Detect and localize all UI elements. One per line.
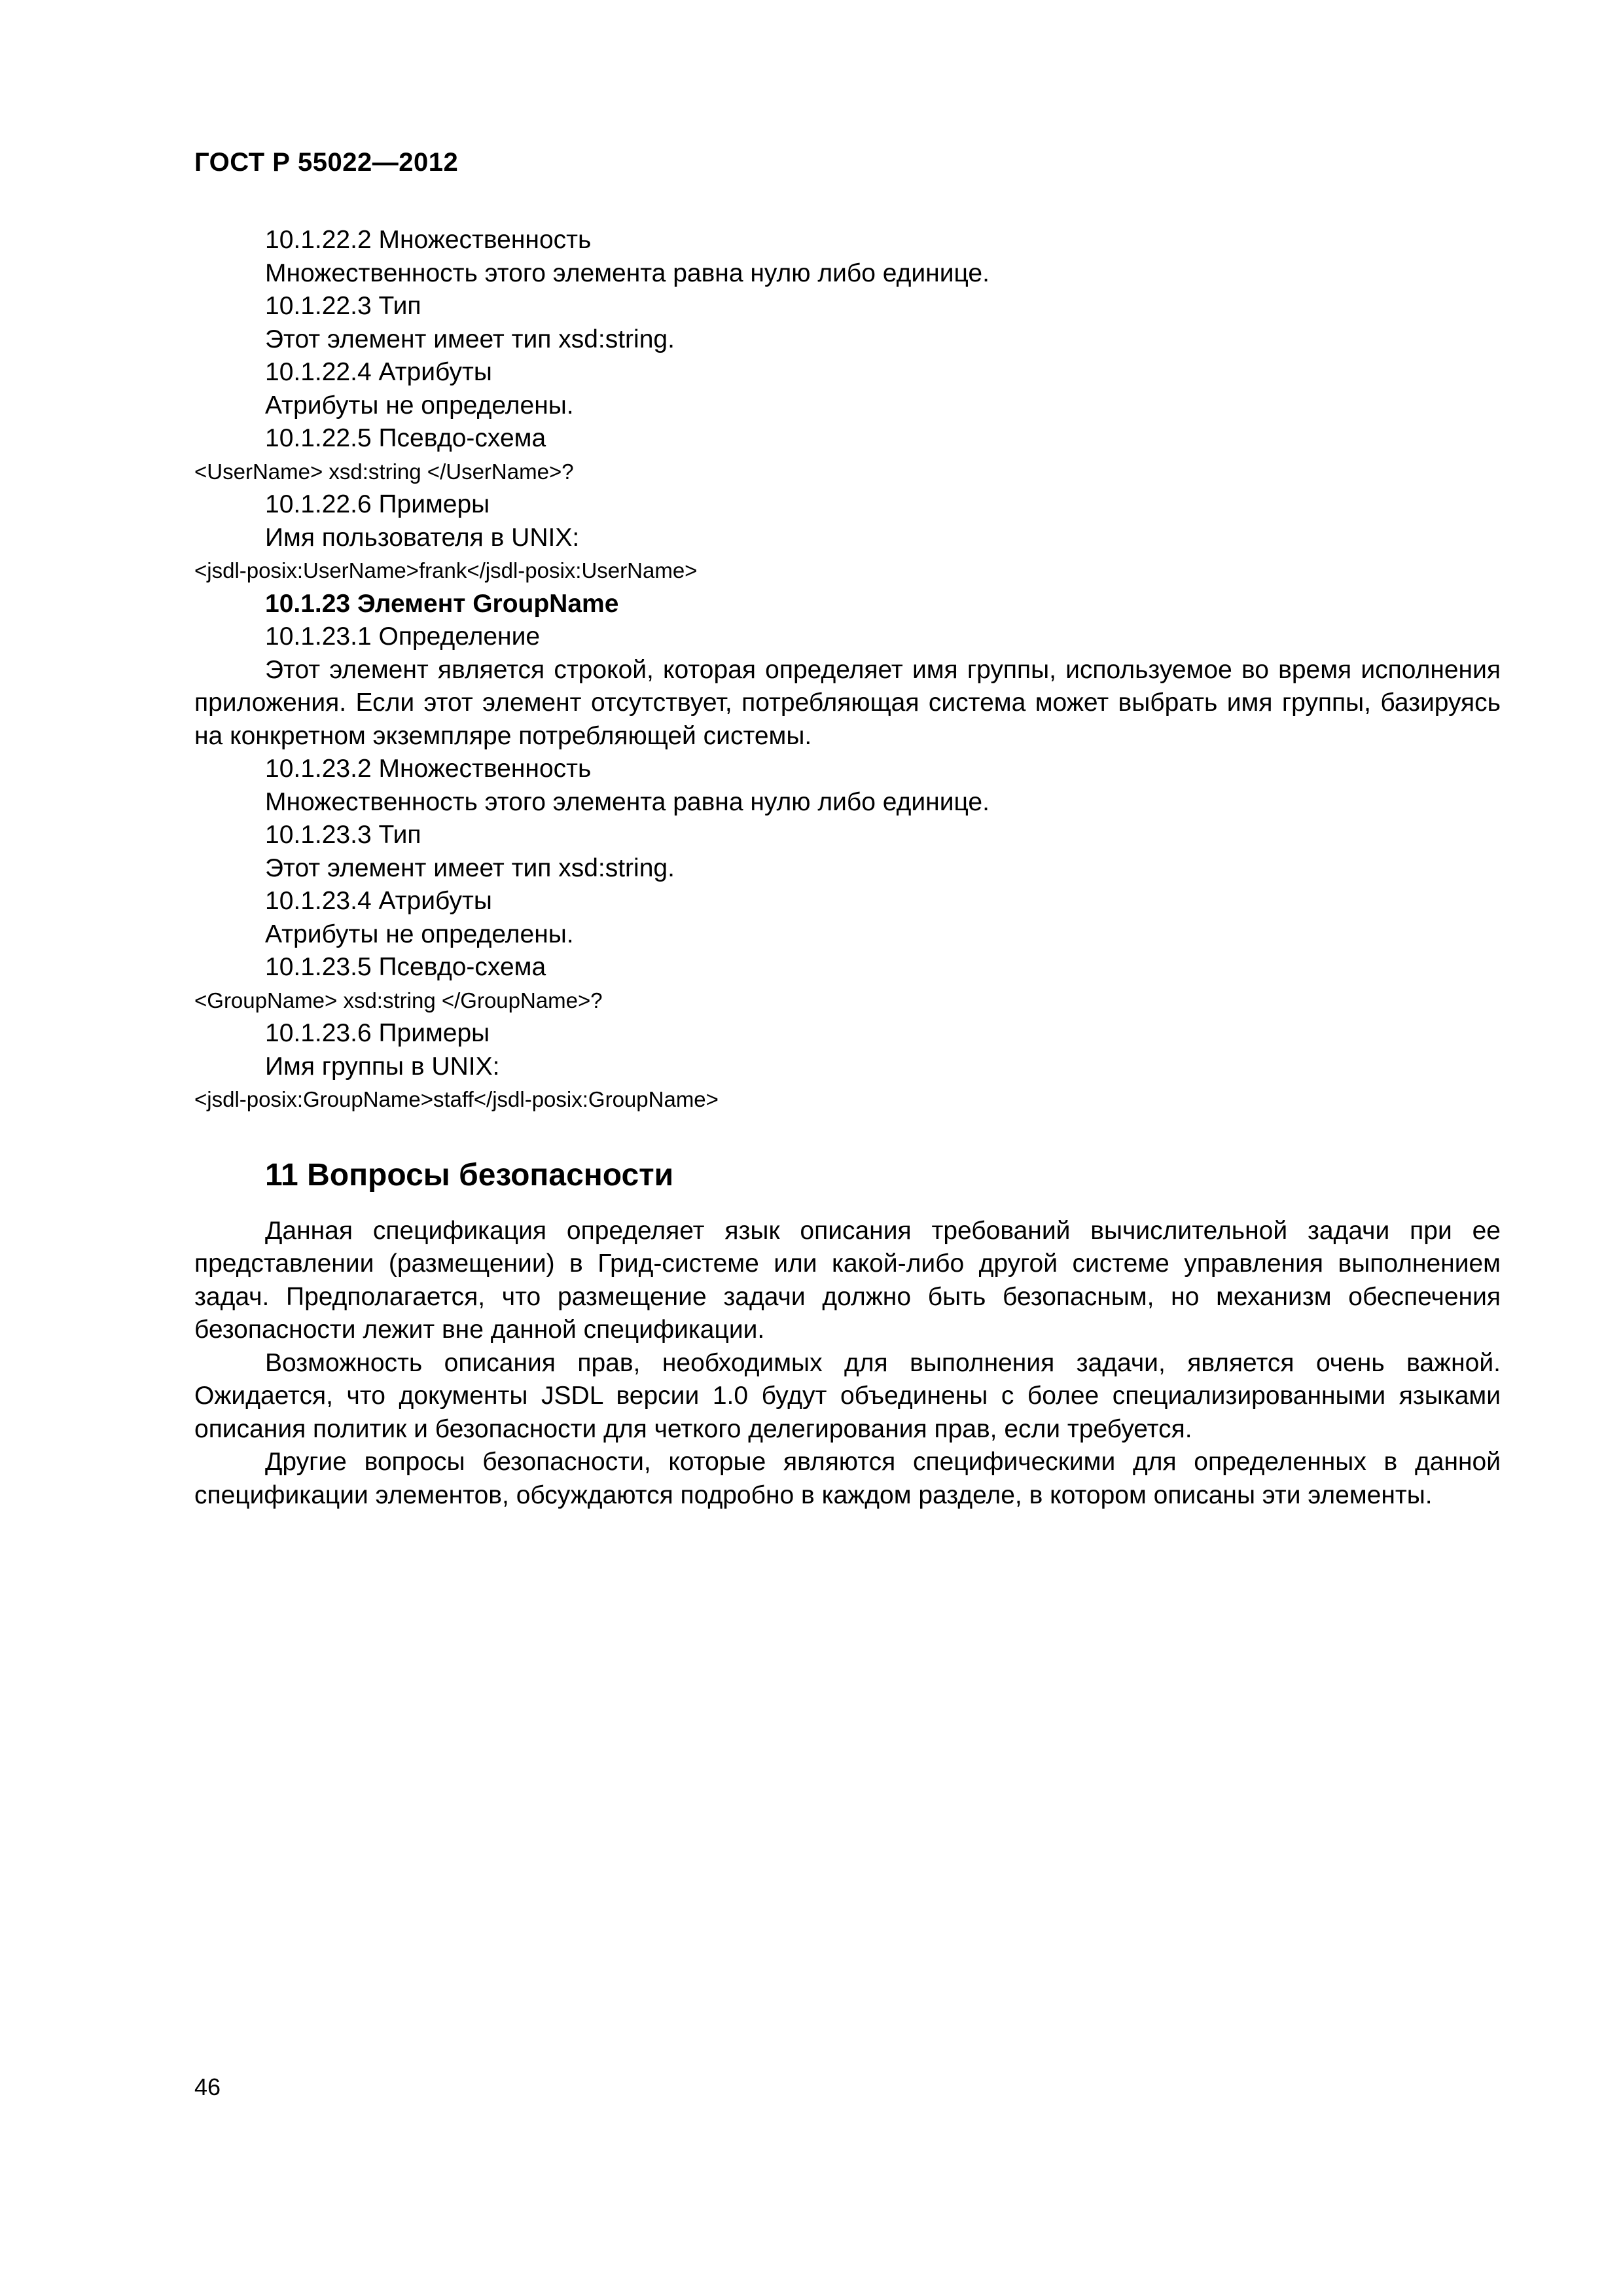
body-text: Атрибуты не определены. [265,920,574,948]
subsection-heading: 10.1.23.1 Определение [265,622,541,651]
subsection-heading: 10.1.22.3 Тип [265,292,421,320]
subsection-heading: 10.1.22.2 Множественность [265,226,592,254]
body-paragraph: Данная спецификация определяет язык описания требований вычислительной задачи при ее представлении (размещении) в Грид-системе или какой-либо другой системе управления выполнением задач. Предполагается, что размещение задачи должно быть безопасным, но механизм обеспечения безопасности лежит вне данной спецификации. [194,1216,1501,1344]
body-text: Атрибуты не определены. [265,391,574,420]
subsection-heading: 10.1.22.6 Примеры [265,490,490,518]
subsection-heading: 10.1.23.6 Примеры [265,1019,490,1047]
subsection-heading: 10.1.23.5 Псевдо-схема [265,953,546,981]
subsection-heading: 10.1.23.4 Атрибуты [265,887,492,915]
body-paragraph: Возможность описания прав, необходимых для выполнения задачи, является очень важной. Ожидается, что документы JSDL версии 1.0 будут объединены с более специализированными языками описания политик и безопасности для четкого делегирования прав, если требуется. [194,1348,1501,1443]
subsection-heading: 10.1.22.5 Псевдо-схема [265,424,546,452]
body-text: Имя группы в UNIX: [265,1052,500,1081]
section-heading: 10.1.23 Элемент GroupName [265,589,619,618]
code-line: <jsdl-posix:UserName>frank</jsdl-posix:UserName> [194,558,698,583]
body-text: Множественность этого элемента равна нулю либо единице. [265,259,990,287]
subsection-heading: 10.1.23.3 Тип [265,821,421,849]
body-text: Этот элемент имеет тип xsd:string. [265,325,675,353]
subsection-heading: 10.1.22.4 Атрибуты [265,358,492,386]
body-text: Этот элемент имеет тип xsd:string. [265,853,675,882]
page-number: 46 [194,2073,221,2100]
code-line: <jsdl-posix:GroupName>staff</jsdl-posix:GroupName> [194,1087,719,1111]
document-header: ГОСТ Р 55022—2012 [194,148,459,177]
body-text: Множественность этого элемента равна нулю либо единице. [265,787,990,816]
body-text: Имя пользователя в UNIX: [265,523,580,552]
document-body [194,224,1501,1512]
body-paragraph: Этот элемент является строкой, которая определяет имя группы, используемое во время исполнения приложения. Если этот элемент отсутствует, потребляющая система может выбрать имя группы, базируясь на конкретном экземпляре потребляющей системы. [194,655,1501,750]
subsection-heading: 10.1.23.2 Множественность [265,755,592,783]
code-line: <GroupName> xsd:string </GroupName>? [194,988,603,1013]
section-11-title: 11 Вопросы безопасности [265,1157,674,1193]
code-line: <UserName> xsd:string </UserName>? [194,459,574,484]
body-paragraph: Другие вопросы безопасности, которые являются специфическими для определенных в данной спецификации элементов, обсуждаются подробно в каждом разделе, в котором описаны эти элементы. [194,1448,1501,1509]
